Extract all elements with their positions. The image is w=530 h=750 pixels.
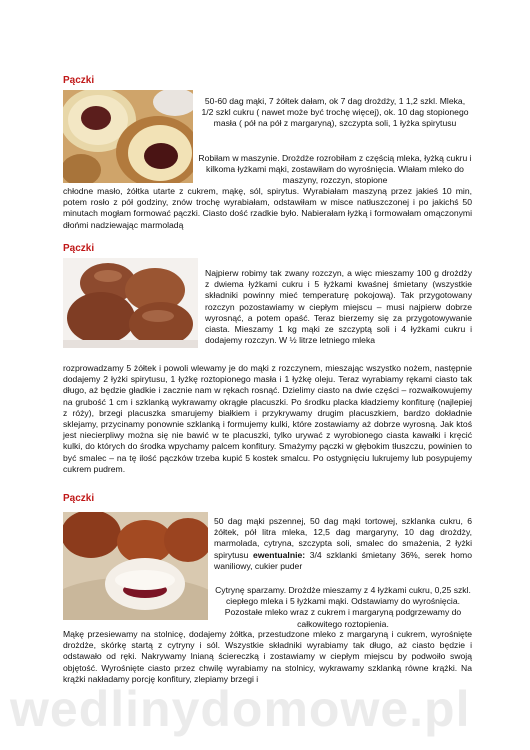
watermark: wedlinydomowe.pl (10, 681, 471, 737)
donuts-cut-photo (63, 90, 193, 183)
recipe-1-method: chłodne masło, żółtka utarte z cukrem, mąkę, sól, spirytus. Wyrabiałam maszyną przez jakieś 10 min, potem rosło z pół godziny, znów trochę wyrabiałam, odstawiłam w misce natłuszczonej i po jakichś 50 minutach mogłam formować pączki. Ciasto dość rzadkie było. Nabierałam łyżką i formowałam omączonymi dłońmi nadziewając marmoladą (63, 186, 472, 230)
recipe-3-ingredients: 50 dag mąki pszennej, 50 dag mąki tortowej, szklanka cukru, 6 żółtek, pół litra mleka, 12,5 dag margaryny, 10 dag drożdży, marmolada, cytryna, szczypta soli, smalec do smażenia, 2 łyżki spirytusu ewentualnie: 3/4 szklanki śmietany 36%, serek homo waniliowy, cukier puder (214, 516, 473, 571)
recipe-2-method: rozprowadzamy 5 żółtek i powoli wlewamy je do mąki z rozczynem, mieszając wszystko nożem, następnie dodajemy 2 łyżki spirytusu, 1 łyżkę roztopionego masła i 1 łyżkę oleju. Teraz wyrabiamy rękami ciasto tak długo, aż będzie gładkie i zacznie nam w rękach rosnąć. Dzielimy ciasto na dwie części – rozwałkowujemy na grubość 1 cm i szklanką wykrawamy okrągłe placuszki. Po środku placka kładziemy konfiturę (najlepiej z róży), brzegi placuszka smarujemy białkiem i przykrywamy drugim placuszkiem, bardzo dokładnie sklejamy, przycinamy ponownie szklanką i formujemy kulki, które zostawiamy aż dobrze wyrosną. Jak ktoś jest niecierpliwy można się nie bawić w te placuszki, tylko urywać z wyrobionego ciasta kawałki i kręcić kulki, do których do środka wpychamy palcem konfitury. Smażymy pączki w głębokim tłuszczu, powinien to być smalec – na tę ilość pączków trzeba kupić 5 kostek smalcu. Po ostygnięciu lukrujemy lub posypujemy cukrem pudrem. (63, 363, 472, 474)
recipe-1-method-start: Robiłam w maszynie. Drożdże rozrobiłam z częścią mleka, łyżką cukru i kilkoma łyżkami mąki, zostawiłam do wyrośnięcia. Wlałam mleko do maszyny, rozczyn, stopione (198, 153, 472, 186)
recipe-1-ingredients: 50-60 dag mąki, 7 żółtek dałam, ok 7 dag drożdży, 1 1,2 szkl. Mleka, 1/2 szkl cukru ( nawet może być trochę więcej), ok. 10 dag stopionego masła ( pół na pół z margaryną), szczypta soli, 1 łyżka spirytusu (201, 96, 469, 129)
recipe-3-method-start: Cytrynę sparzamy. Drożdże mieszamy z 4 łyżkami cukru, 0,25 szkl. ciepłego mleka i 5 łyżkami mąki. Odstawiamy do wyrośnięcia. Pozostałe mleko wraz z cukrem i margaryną podgrzewamy do całkowitego roztopienia. (215, 585, 471, 629)
recipe-3-method: Mąkę przesiewamy na stolnicę, dodajemy żółtka, przestudzone mleko z margaryną i cukrem, wyrośnięte drożdże, skórkę startą z cytryny i sól. Wszystkie składniki wyrabiamy tak długo, aż ciasto będzie i odstawało od ręki. Nakrywamy lnianą ściereczką i zostawiamy w ciepłym miejscu by podwoiło swoją objętość. Wyrośnięte ciasto przez chwilę wyrabiamy na stolnicy, wykrawamy szklanką równe krążki. Na krążki nakładamy porcję konfitury, zlepiamy brzegi i (63, 629, 472, 684)
recipe-3-title: Pączki (63, 493, 95, 504)
recipe-2-title: Pączki (63, 243, 95, 254)
donuts-glazed-photo (63, 512, 208, 620)
recipe-1-title: Pączki (63, 75, 95, 86)
donuts-pile-photo (63, 258, 198, 348)
recipe-2-intro: Najpierw robimy tak zwany rozczyn, a więc mieszamy 100 g drożdży z dwiema łyżkami cukru i 5 łyżkami kwaśnej śmietany (wszystkie składniki powinny mieć temperaturę pokojową). Tak przygotowany rozczyn pozostawiamy w ciepłym miejscu – musi najpierw dobrze wyrosnąć, a potem opaść. Teraz bierzemy się za przygotowywanie ciasta. Mieszamy 1 kg mąki ze szczyptą soli i 4 łyżkami cukru i dodajemy rozczyn. W ½ litrze letniego mleka (205, 268, 472, 346)
